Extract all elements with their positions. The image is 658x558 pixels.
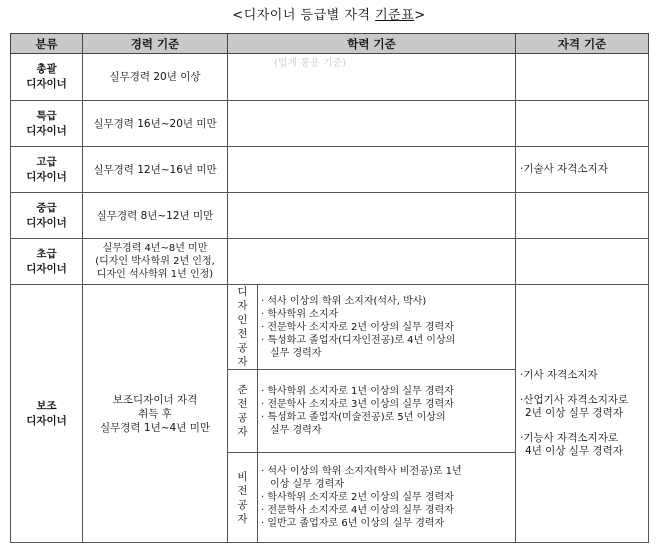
career-line: 실무경력 1년~4년 미만 bbox=[100, 421, 210, 434]
label-char: 공 bbox=[237, 498, 248, 511]
header-qualification: 자격 기준 bbox=[516, 34, 649, 54]
list-item: · 특성화고 졸업자(미술전공)로 5년 이상의 bbox=[261, 412, 446, 423]
qual-line: ·기능사 자격소지자로 bbox=[520, 432, 618, 444]
table-row bbox=[11, 54, 649, 101]
label-char: 자 bbox=[237, 512, 248, 525]
list-item: · 학사학위 소지자로 1년 이상의 실무 경력자 bbox=[261, 386, 454, 397]
page-title bbox=[0, 4, 658, 23]
title-prefix: <디자이너 등급별 자격 bbox=[232, 8, 376, 23]
label-char: 준 bbox=[237, 384, 248, 396]
category-line: 총괄 bbox=[36, 63, 57, 75]
category-cell bbox=[11, 54, 83, 101]
label-char: 전 bbox=[237, 484, 248, 497]
list-item: · 석사 이상의 학위 소지자(학사 비전공)로 1년 bbox=[261, 466, 462, 477]
career-cell: 실무경력 20년 이상 bbox=[83, 54, 228, 101]
header-education: 학력 기준 bbox=[228, 34, 516, 54]
label-char: 공 bbox=[237, 412, 248, 424]
list-item: · 학사학위 소지자로 2년 이상의 실무 경력자 bbox=[261, 492, 454, 503]
title-underlined: 기준표 bbox=[375, 8, 415, 23]
qual-gap bbox=[520, 382, 648, 394]
subgroup-label-semi bbox=[228, 370, 258, 453]
label-char: 공 bbox=[237, 342, 248, 354]
career-cell: 실무경력 12년~16년 미만 bbox=[83, 147, 228, 193]
table-row bbox=[11, 147, 649, 193]
career-line: 실무경력 4년~8년 미만 bbox=[102, 243, 208, 254]
qualification-cell bbox=[516, 193, 649, 239]
list-item: 실무 경력자 bbox=[270, 347, 322, 359]
career-line: 보조디자이너 자격 bbox=[112, 393, 198, 406]
subgroup-items-semi bbox=[258, 370, 516, 453]
header-category: 분류 bbox=[11, 34, 83, 54]
category-line: 디자이너 bbox=[26, 78, 67, 90]
category-cell bbox=[11, 147, 83, 193]
label-char: 자 bbox=[237, 426, 248, 438]
subgroup-items-non bbox=[258, 453, 516, 543]
career-line: (디자인 박사학위 2년 인정, bbox=[95, 256, 215, 267]
qualification-cell: ·기술사 자격소지자 bbox=[516, 147, 649, 193]
category-line: 디자이너 bbox=[26, 262, 67, 275]
subgroup-items-major bbox=[258, 285, 516, 370]
education-cell bbox=[228, 239, 516, 285]
qual-line: ·기사 자격소지자 bbox=[520, 369, 598, 381]
qual-line: 2년 이상 실무 경력자 bbox=[525, 407, 623, 419]
designer-grade-table bbox=[10, 33, 649, 543]
list-item: 실무 경력자 bbox=[270, 425, 322, 436]
header-career: 경력 기준 bbox=[83, 34, 228, 54]
category-line: 중급 bbox=[36, 201, 57, 214]
list-item: · 전문학사 소지자로 4년 이상의 실무 경력자 bbox=[261, 505, 454, 516]
category-line: 초급 bbox=[36, 247, 57, 260]
career-cell: 실무경력 16년~20년 미만 bbox=[83, 101, 228, 147]
category-line: 고급 bbox=[36, 155, 57, 168]
category-line: 디자이너 bbox=[26, 216, 67, 229]
category-cell bbox=[11, 285, 83, 543]
list-item: · 특성화고 졸업자(디자인전공)로 4년 이상의 bbox=[261, 334, 456, 346]
career-line: 취득 후 bbox=[138, 407, 172, 420]
education-cell bbox=[228, 147, 516, 193]
list-item: · 전문학사 소지자로 3년 이상의 실무 경력자 bbox=[261, 399, 454, 410]
education-cell bbox=[228, 101, 516, 147]
label-char: 인 bbox=[237, 314, 248, 326]
table-row bbox=[11, 239, 649, 285]
title-suffix: > bbox=[414, 8, 426, 23]
education-cell bbox=[228, 54, 516, 101]
table-row bbox=[11, 285, 649, 370]
category-line: 디자이너 bbox=[26, 170, 67, 183]
qual-gap bbox=[520, 420, 648, 432]
table-row bbox=[11, 101, 649, 147]
qualification-cell bbox=[516, 101, 649, 147]
label-char: 디 bbox=[237, 286, 248, 298]
label-char: 전 bbox=[237, 398, 248, 410]
education-cell bbox=[228, 193, 516, 239]
career-cell: 실무경력 8년~12년 미만 bbox=[83, 193, 228, 239]
list-item: · 학사학위 소지자 bbox=[261, 308, 339, 320]
label-char: 비 bbox=[237, 470, 248, 483]
header-row bbox=[11, 34, 649, 54]
career-cell bbox=[83, 285, 228, 543]
list-item: · 일반고 졸업자로 6년 이상의 실무 경력자 bbox=[261, 518, 445, 529]
category-line: 디자이너 bbox=[26, 414, 67, 427]
qual-line: ·산업기사 자격소지자로 bbox=[520, 394, 629, 406]
category-cell bbox=[11, 239, 83, 285]
qualification-cell bbox=[516, 54, 649, 101]
ghost-text: (업계 통용 기준) bbox=[274, 58, 347, 69]
career-line: 디자인 석사학위 1년 인정) bbox=[96, 269, 214, 280]
qual-line: 4년 이상 실무 경력자 bbox=[525, 445, 623, 457]
qualification-cell bbox=[516, 239, 649, 285]
category-line: 디자이너 bbox=[26, 124, 67, 137]
category-line: 특급 bbox=[36, 109, 57, 122]
category-cell bbox=[11, 193, 83, 239]
qualification-cell bbox=[516, 285, 649, 543]
category-cell bbox=[11, 101, 83, 147]
list-item: · 석사 이상의 학위 소지자(석사, 박사) bbox=[261, 295, 427, 307]
subgroup-label-non bbox=[228, 453, 258, 543]
label-char: 전 bbox=[237, 328, 248, 340]
category-line: 보조 bbox=[36, 399, 57, 412]
table-row bbox=[11, 193, 649, 239]
subgroup-label-major bbox=[228, 285, 258, 370]
label-char: 자 bbox=[237, 356, 248, 368]
career-cell bbox=[83, 239, 228, 285]
label-char: 자 bbox=[237, 300, 248, 312]
list-item: 이상 실무 경력자 bbox=[270, 479, 344, 490]
list-item: · 전문학사 소지자로 2년 이상의 실무 경력자 bbox=[261, 321, 454, 333]
